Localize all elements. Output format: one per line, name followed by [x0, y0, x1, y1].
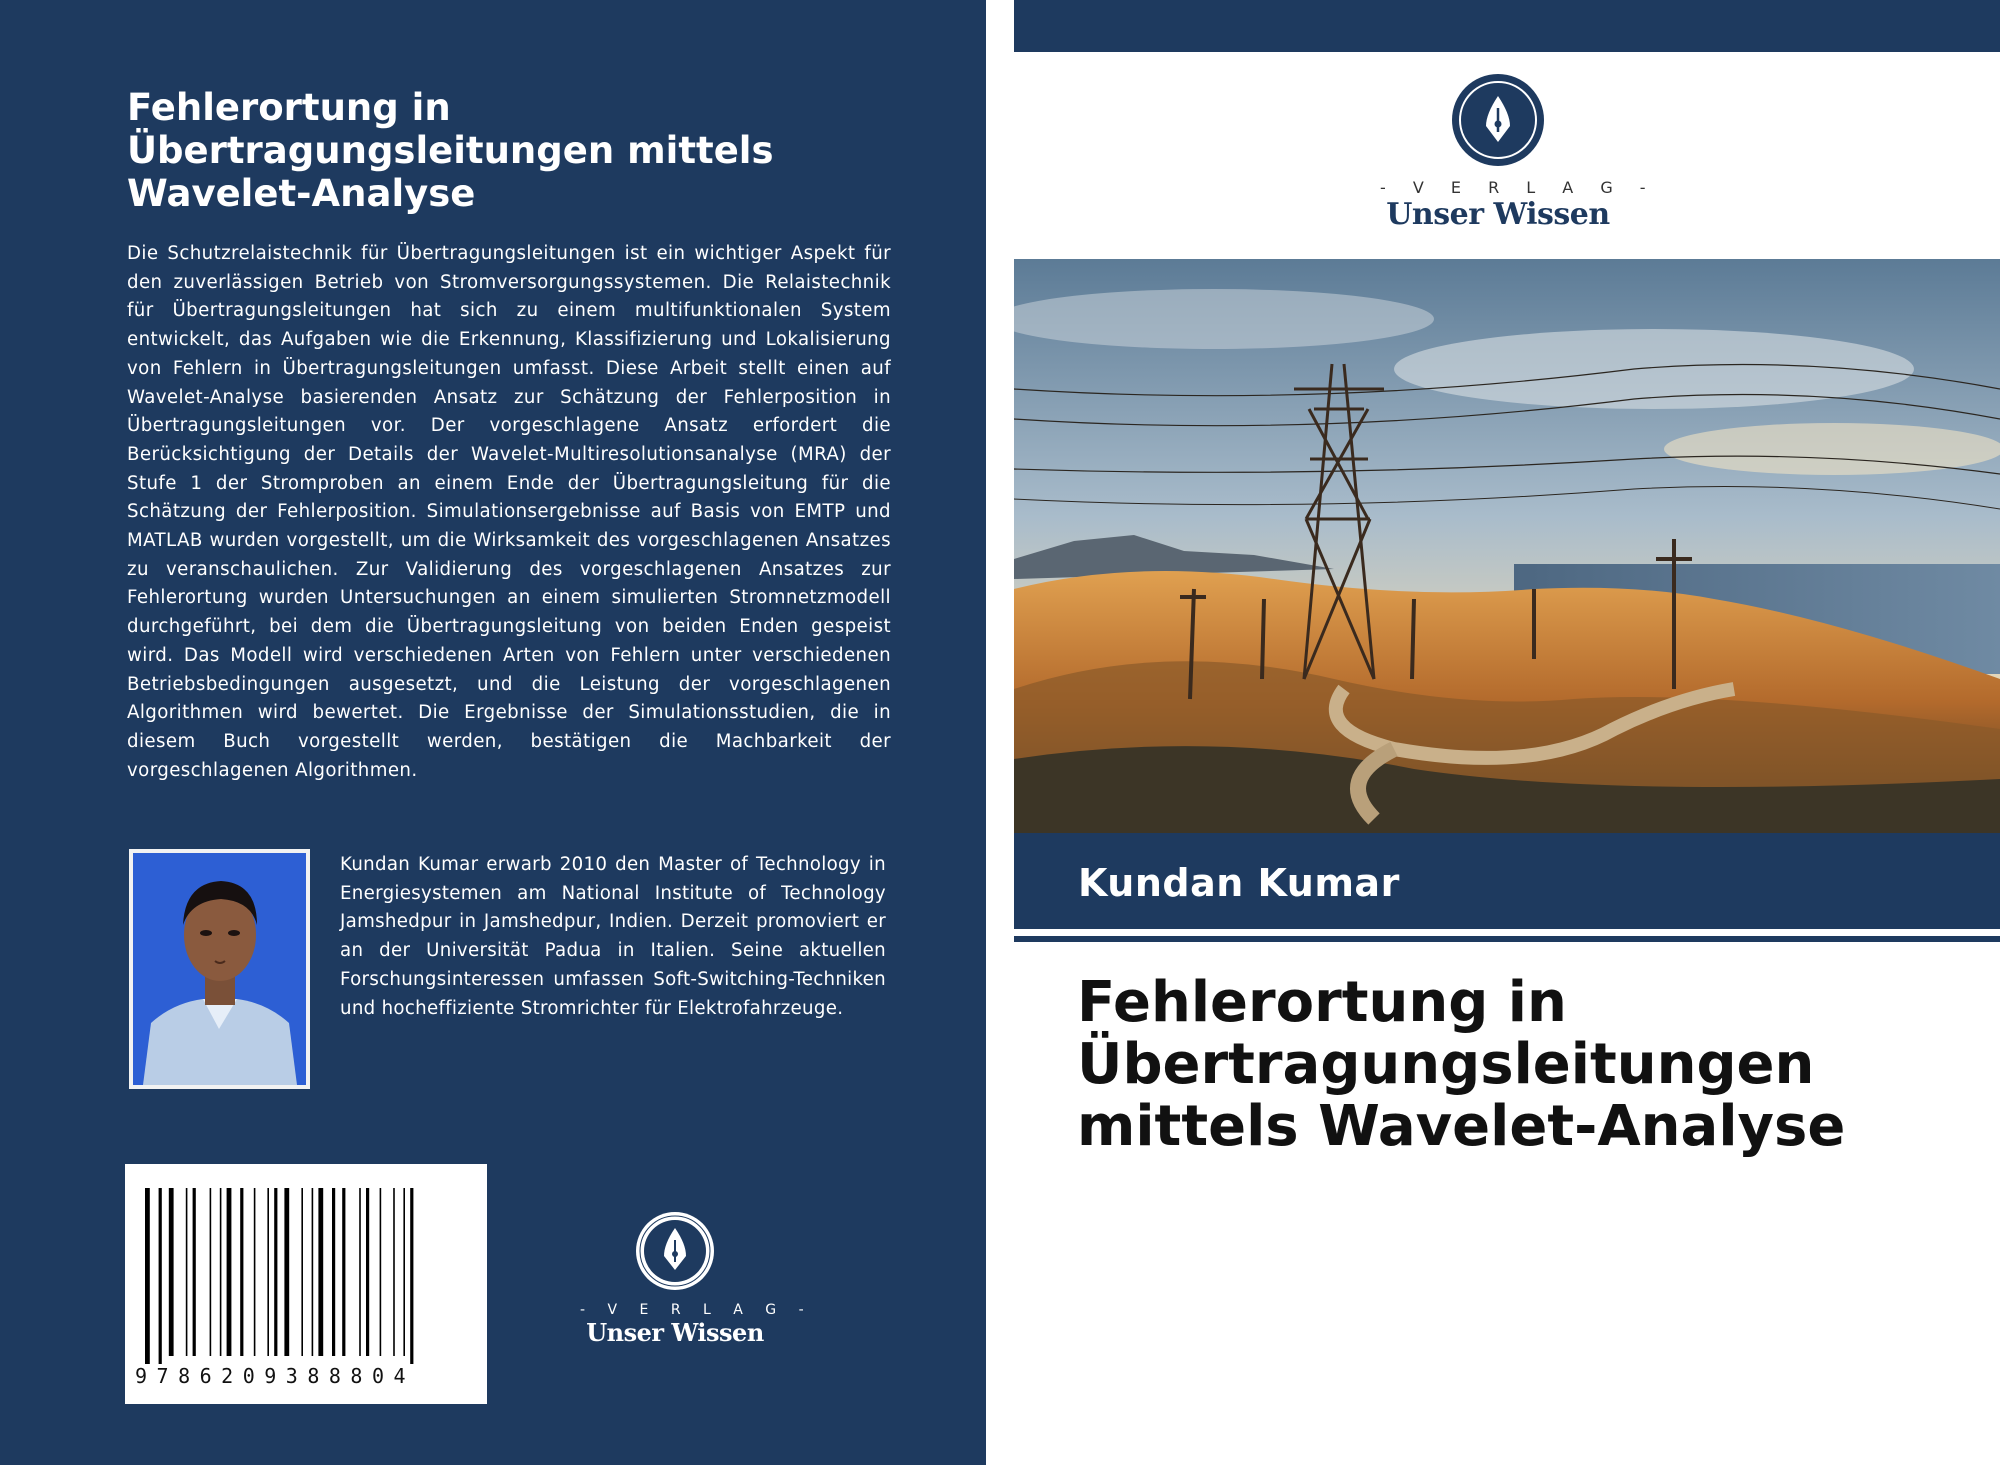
back-cover-title: Fehlerortung in Übertragungsleitungen mittels Wavelet-Analyse [127, 86, 774, 215]
author-photo [129, 849, 310, 1089]
barcode-bar [227, 1188, 232, 1356]
author-band [1014, 833, 2000, 929]
fountain-pen-nib-logo-icon [634, 1210, 716, 1292]
author-portrait-image [133, 853, 306, 1085]
publisher-verlag-label: - V E R L A G - [580, 1302, 813, 1318]
publisher-name: Unser Wissen [586, 1318, 764, 1347]
barcode-bar [318, 1188, 323, 1356]
barcode-bar [240, 1188, 243, 1356]
back-cover-abstract: Die Schutzrelaistechnik für Übertragungsleitungen ist ein wichtiger Aspekt für den zuverlässigen Betrieb von Stromversorgungssystemen. Die Relaistechnik für Übertragungsleitungen hat sich zu einem multifunktionalen System entwickelt, das Aufgaben wie die Erkennung, Klassifizierung und Lokalisierung von Fehlern in Übertragungsleitungen umfasst. Diese Arbeit stellt einen auf Wavelet-Analyse basierenden Ansatz zur Schätzung der Fehlerposition in Übertragungsleitungen vor. Der vorgeschlagene Ansatz erfordert die Berücksichtigung der Details der Wavelet-Multiresolutionsanalyse (MRA) der Stufe 1 der Stromproben an einem Ende der Übertragungsleitung für die Schätzung der Fehlerposition. Simulationsergebnisse auf Basis von EMTP und MATLAB wurden vorgestellt, um die Wirksamkeit des vorgeschlagenen Ansatzes zu veranschaulichen. Zur Validierung des vorgeschlagenen Ansatzes zur Fehlerortung wurden Untersuchungen an einem simulierten Stromnetzmodell durchgeführt, bei dem die Übertragungsleitung von beiden Enden gespeist wird. Das Modell wird verschiedenen Arten von Fehlern unter verschiedenen Betriebsbedingungen ausgesetzt, und die Leistung der vorgeschlagenen Algorithmen wird bewertet. Die Ergebnisse der Simulationsstudien, die in diesem Buch vorgestellt werden, bestätigen die Machbarkeit der vorgeschlagenen Algorithmen. [127, 243, 891, 781]
barcode-bar [380, 1188, 382, 1356]
fountain-pen-nib-logo-icon [1450, 72, 1546, 168]
publisher-verlag-label: - V E R L A G - [1380, 178, 1657, 197]
front-author-name: Kundan Kumar [1078, 861, 1400, 905]
isbn-digits: 9786209388804 [135, 1364, 416, 1388]
barcode-bar [186, 1188, 188, 1356]
front-publisher-logo [1380, 72, 1657, 232]
back-publisher-logo [580, 1210, 813, 1347]
barcode-bar [284, 1188, 289, 1356]
author-biography: Kundan Kumar erwarb 2010 den Master of Technology in Energiesystemen am National Institute of Technology Jamshedpur in Jamshedpur, Indien. Derzeit promoviert er an der Universität Padua in Italien. Seine aktuellen Forschungsinteressen umfassen Soft-Switching-Techniken und hocheffiziente Stromrichter für Elektrofahrzeuge. [340, 854, 886, 1019]
barcode-bar [359, 1188, 361, 1356]
barcode-bar [410, 1188, 413, 1364]
barcode-bar [169, 1188, 174, 1356]
title-divider [1014, 936, 2000, 942]
front-top-bar [1014, 0, 2000, 52]
landscape-pylon-photo [1014, 259, 2000, 833]
barcode-bar [332, 1188, 335, 1356]
publisher-name: Unser Wissen [1386, 197, 1610, 232]
isbn-barcode [125, 1164, 487, 1404]
barcode-bar [342, 1188, 345, 1356]
barcode-bar [274, 1188, 277, 1356]
barcode-bar [301, 1188, 303, 1356]
barcode-bar [393, 1188, 395, 1356]
front-cover-title: Fehlerortung in Übertragungsleitungen mittels Wavelet-Analyse [1077, 970, 1846, 1159]
cover-landscape-photo [1014, 259, 2000, 833]
barcode-bar [145, 1188, 150, 1364]
barcode-bar [267, 1188, 269, 1356]
barcode-bar [312, 1188, 314, 1356]
barcode-bar [366, 1188, 369, 1356]
barcode-bar [193, 1188, 196, 1356]
barcode-bar [220, 1188, 222, 1356]
barcode-bar [210, 1188, 212, 1356]
barcode-bar [254, 1188, 256, 1356]
barcode [145, 1188, 467, 1364]
back-cover [0, 0, 986, 1465]
barcode-bar [403, 1188, 405, 1356]
barcode-bar [159, 1188, 162, 1364]
